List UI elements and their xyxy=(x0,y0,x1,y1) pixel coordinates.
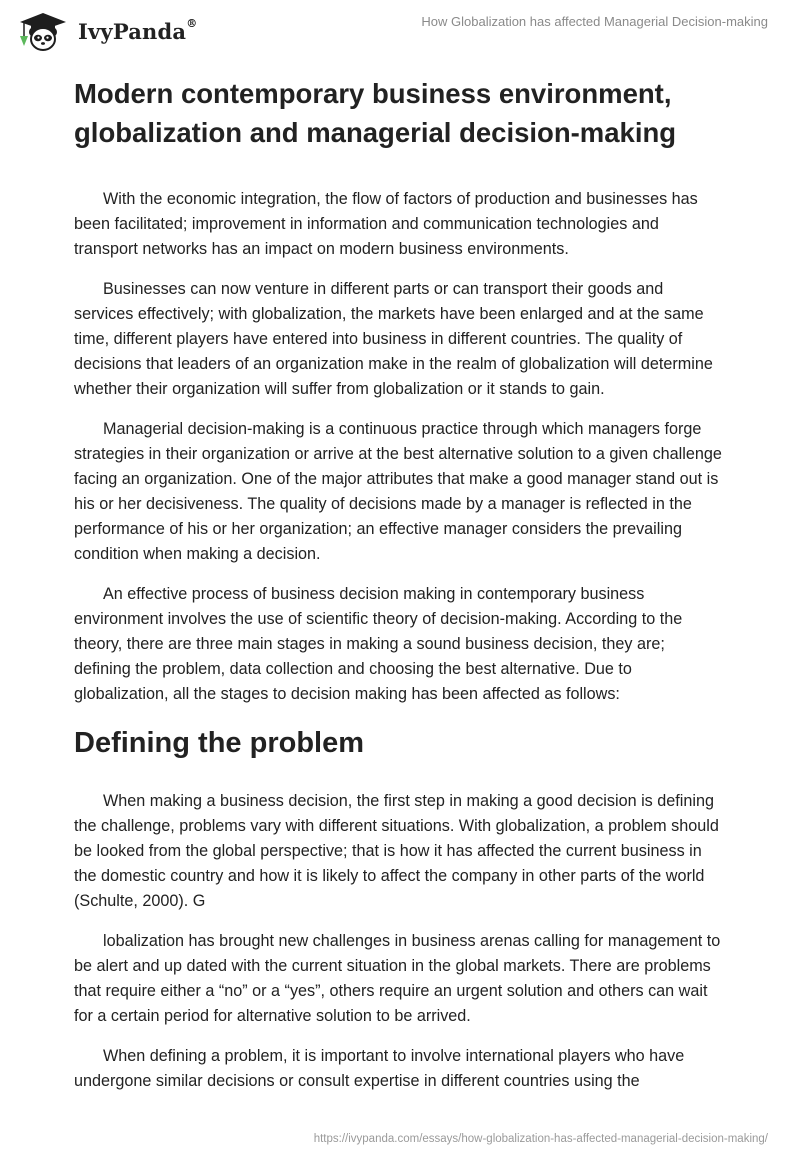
paragraph: When defining a problem, it is important to involve international players who have undergone similar decisions or consult expertise in different countries using the xyxy=(74,1047,685,1090)
document-title: How Globalization has affected Managerial Decision-making xyxy=(421,14,768,29)
paragraph: With the economic integration, the flow of factors of production and businesses has been facilitated; improvement in information and communication technologies and transport networks has an impact on modern business environments. xyxy=(74,190,698,258)
page-title: Modern contemporary business environment, globalization and managerial decision-making xyxy=(74,78,677,148)
site-logo[interactable] xyxy=(14,10,197,52)
paragraph: Managerial decision-making is a continuous practice through which managers forge strategies in their organization or arrive at the best alternative solution to a given challenge facing an organization. One of the major attributes that make a good manager stand out is his or her decisiveness. The quality of decisions made by a manager is reflected in the performance of his or her organization; an effective manager considers the prevailing condition when making a decision. xyxy=(74,420,722,563)
section-heading: Defining the problem xyxy=(74,727,364,759)
paragraph: When making a business decision, the first step in making a good decision is defining the challenge, problems vary with different situations. With globalization, a problem should be looked from the global perspective; that is how it has affected the current business in the domestic country and how it is likely to affect the company in other parts of the world (Schulte, 2000). G xyxy=(74,792,719,910)
paragraph: Businesses can now venture in different parts or can transport their goods and services effectively; with globalization, the markets have been enlarged and at the same time, different players have entered into business in different countries. The quality of decisions that leaders of an organization make in the realm of globalization will determine whether their organization will suffer from globalization or it stands to gain. xyxy=(74,280,713,398)
paragraph: lobalization has brought new challenges in business arenas calling for management to be alert and up dated with the current situation in the global markets. There are problems that require either a “no” or a “yes”, others require an urgent solution and others can wait for a certain period for alternative solution to be arrived. xyxy=(74,932,721,1025)
page-header xyxy=(0,0,800,60)
panda-graduate-icon xyxy=(14,10,72,52)
source-url[interactable]: https://ivypanda.com/essays/how-globalization-has-affected-managerial-decision-making/ xyxy=(313,1133,768,1145)
article-body xyxy=(74,74,726,1109)
paragraph: An effective process of business decision making in contemporary business environment involves the use of scientific theory of decision-making. According to the theory, there are three main stages in making a sound business decision, they are; defining the problem, data collection and choosing the best alternative. Due to globalization, all the stages to decision making has been affected as follows: xyxy=(74,585,683,703)
logo-text: IvyPanda® xyxy=(78,16,198,44)
